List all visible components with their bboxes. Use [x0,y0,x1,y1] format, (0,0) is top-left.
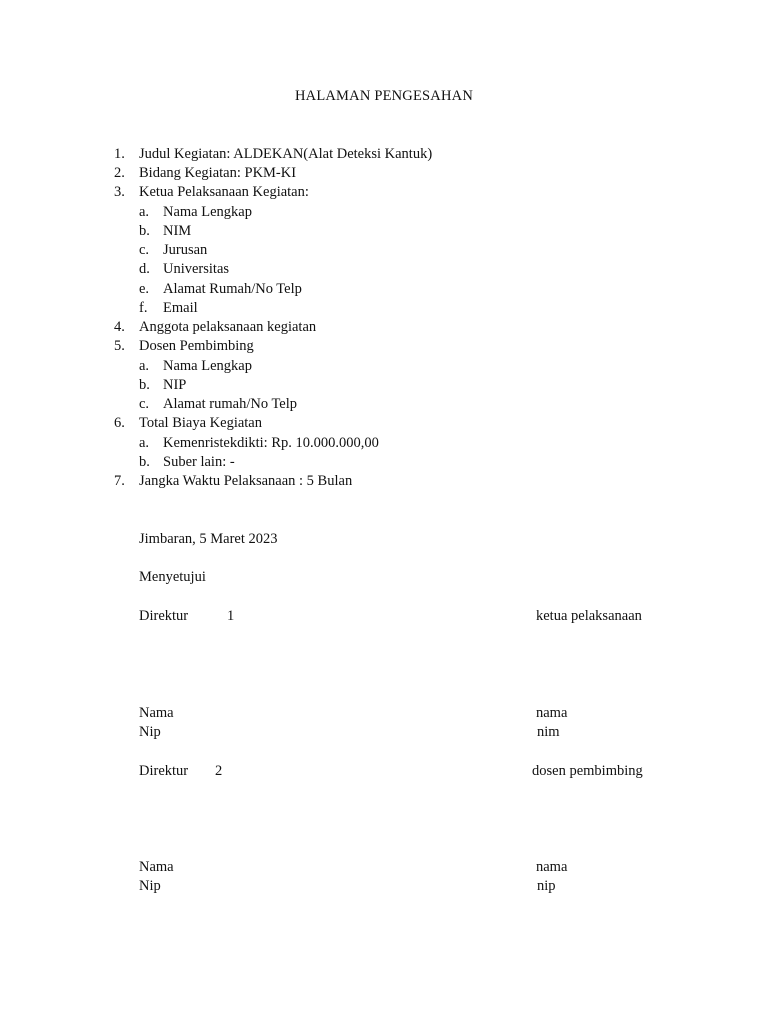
sub-item-text: NIM [163,223,192,239]
sig1-left-index: 1 [227,608,235,624]
item-number: 7. [114,473,125,489]
place-date: Jimbaran, 5 Maret 2023 [139,531,278,547]
sig2-right-role: dosen pembimbing [532,763,643,779]
sub-item-text: Kemenristekdikti: Rp. 10.000.000,00 [163,435,379,451]
approval-label: Menyetujui [139,569,206,585]
sub-item-letter: a. [139,358,150,374]
sub-item-letter: a. [139,204,150,220]
item-text: Bidang Kegiatan: PKM-KI [139,165,297,181]
sig2-left-id: Nip [139,878,161,894]
page-title: HALAMAN PENGESAHAN [294,88,473,104]
sub-item-letter: b. [139,454,150,470]
sub-item-text: Universitas [163,261,230,277]
sub-item-text: Jurusan [163,242,208,258]
item-number: 2. [114,165,125,181]
sub-item-letter: b. [139,223,150,239]
sub-item-text: Email [163,300,198,316]
sub-item-letter: f. [139,300,148,316]
sub-item-text: NIP [163,377,187,393]
sub-item-letter: d. [139,261,150,277]
item-text: Total Biaya Kegiatan [139,415,262,431]
item-number: 5. [114,338,125,354]
item-text: Ketua Pelaksanaan Kegiatan: [139,184,309,200]
item-number: 4. [114,319,125,335]
item-text: Jangka Waktu Pelaksanaan : 5 Bulan [139,473,353,489]
sub-item-letter: b. [139,377,150,393]
sig2-right-name: nama [536,859,568,875]
item-number: 3. [114,184,125,200]
sub-item-letter: e. [139,281,150,297]
sub-item-text: Alamat rumah/No Telp [163,396,298,412]
sub-item-text: Nama Lengkap [163,358,252,374]
sig2-left-role: Direktur [139,763,189,779]
sig1-left-role: Direktur [139,608,189,624]
sig1-right-role: ketua pelaksanaan [536,608,642,624]
item-text: Anggota pelaksanaan kegiatan [139,319,317,335]
sig2-left-name: Nama [139,859,174,875]
sub-item-text: Suber lain: - [163,454,235,470]
sub-item-letter: a. [139,435,150,451]
sig1-left-id: Nip [139,724,161,740]
item-number: 6. [114,415,125,431]
sub-item-letter: c. [139,396,150,412]
sig2-left-index: 2 [215,763,223,779]
sub-item-text: Nama Lengkap [163,204,252,220]
sig1-right-name: nama [536,705,568,721]
sub-item-text: Alamat Rumah/No Telp [163,281,302,297]
item-text: Judul Kegiatan: ALDEKAN(Alat Deteksi Kantuk) [139,146,433,162]
sig2-right-id: nip [537,878,556,894]
sig1-right-id: nim [537,724,560,740]
item-text: Dosen Pembimbing [139,338,254,354]
sub-item-letter: c. [139,242,150,258]
item-number: 1. [114,146,125,162]
sig1-left-name: Nama [139,705,174,721]
